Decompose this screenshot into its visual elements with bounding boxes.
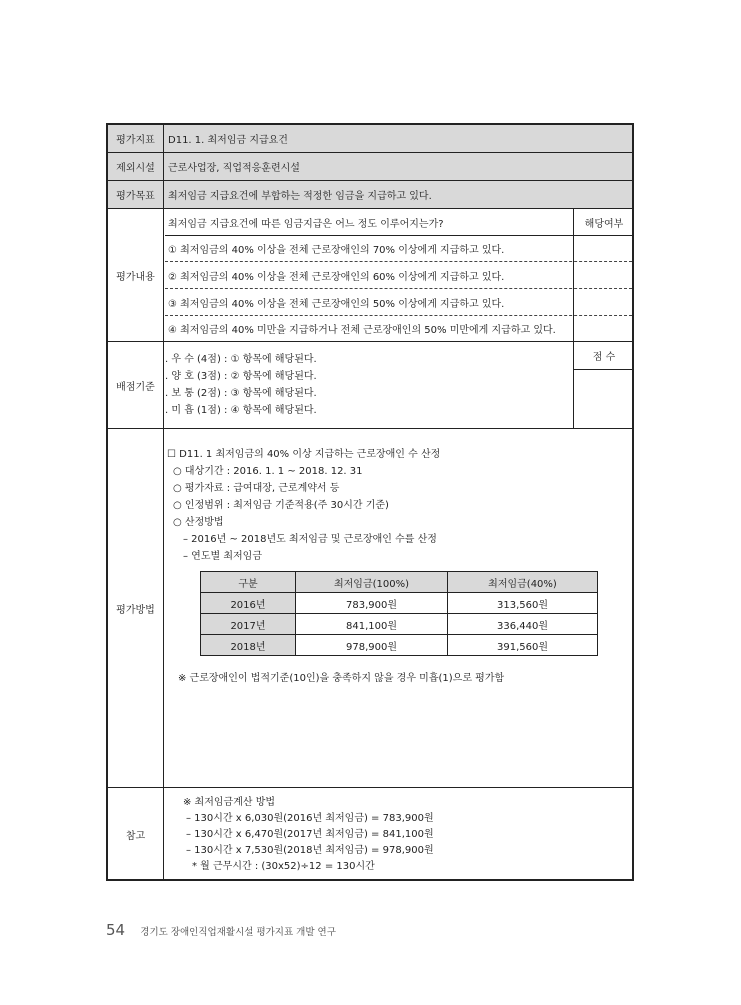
table-cell: 391,560원 [448,635,598,656]
reference-line: * 월 근무시간 : (30x52)÷12 = 130시간 [192,861,375,872]
table-cell: 841,100원 [296,614,448,635]
reference-line: – 130시간 x 7,530원(2018년 최저임금) = 978,900원 [186,845,434,856]
footer-title: 경기도 장애인직업재활시설 평가지표 개발 연구 [140,927,336,938]
reference-line: ※ 최저임금계산 방법 [183,797,276,808]
reference-line: – 130시간 x 6,030원(2016년 최저임금) = 783,900원 [186,813,434,824]
method-note: ※ 근로장애인이 법적기준(10인)을 충족하지 않을 경우 미흡(1)으로 평가함 [178,673,505,684]
content-label: 평가내용 [108,209,164,341]
table-header: 최저임금(40%) [448,572,598,593]
content-item: ① 최저임금의 40% 이상을 전체 근로장애인의 70% 이상에게 지급하고 있다. [168,245,505,256]
method-label: 평가방법 [108,429,164,787]
page-footer [106,921,336,939]
excluded-label: 제외시설 [108,153,164,180]
table-cell: 2018년 [201,635,296,656]
method-line: ○ 대상기간 : 2016. 1. 1 ~ 2018. 12. 31 [173,466,363,477]
content-item: ③ 최저임금의 40% 이상을 전체 근로장애인의 50% 이상에게 지급하고 있다. [168,298,505,310]
scoring-item: . 우 수 (4점) : ① 항목에 해당된다. [165,354,317,365]
reference-label: 참고 [108,788,164,881]
method-line: ○ 인정범위 : 최저임금 기준적용(주 30시간 기준) [173,500,389,511]
method-line: ○ 평가자료 : 급여대장, 근로계약서 등 [173,483,340,494]
table-row [201,593,598,614]
scoring-label: 배점기준 [108,342,164,428]
content-item: ② 최저임금의 40% 이상을 전체 근로장애인의 60% 이상에게 지급하고 있다. [168,271,505,283]
scoring-item: . 보 통 (2점) : ③ 항목에 해당된다. [165,388,317,399]
applicable-header: 해당여부 [584,218,624,230]
method-line: ○ 산정방법 [173,517,224,528]
table-cell: 336,440원 [448,614,598,635]
score-header: 점 수 [592,352,616,363]
evaluation-table [106,123,634,881]
table-header: 구분 [201,572,296,593]
excluded-value: 근로사업장, 직업적응훈련시설 [168,163,300,174]
method-line: – 연도별 최저임금 [183,551,262,562]
minimum-wage-table [200,571,598,656]
table-header-row [201,572,598,593]
scoring-item: . 미 흡 (1점) : ④ 항목에 해당된다. [165,405,317,416]
table-row [201,614,598,635]
indicator-label: 평가지표 [108,125,164,152]
reference-line: – 130시간 x 6,470원(2017년 최저임금) = 841,100원 [186,829,434,840]
table-row [201,635,598,656]
indicator-value: D11. 1. 최저임금 지급요건 [168,135,288,146]
table-cell: 783,900원 [296,593,448,614]
table-cell: 313,560원 [448,593,598,614]
content-question: 최저임금 지급요건에 따른 임금지급은 어느 정도 이루어지는가? [168,218,444,230]
scoring-item: . 양 호 (3점) : ② 항목에 해당된다. [165,371,317,382]
table-cell: 2016년 [201,593,296,614]
goal-value: 최저임금 지급요건에 부합하는 적정한 임금을 지급하고 있다. [168,191,432,202]
table-header: 최저임금(100%) [296,572,448,593]
page-number: 54 [106,921,126,939]
table-cell: 978,900원 [296,635,448,656]
table-cell: 2017년 [201,614,296,635]
goal-label: 평가목표 [108,181,164,208]
content-item: ④ 최저임금의 40% 미만을 지급하거나 전체 근로장애인의 50% 미만에게 지급하고 있다. [168,325,556,336]
method-line: ☐ D11. 1 최저임금의 40% 이상 지급하는 근로장애인 수 산정 [167,449,441,460]
method-line: – 2016년 ~ 2018년도 최저임금 및 근로장애인 수를 산정 [183,534,437,545]
